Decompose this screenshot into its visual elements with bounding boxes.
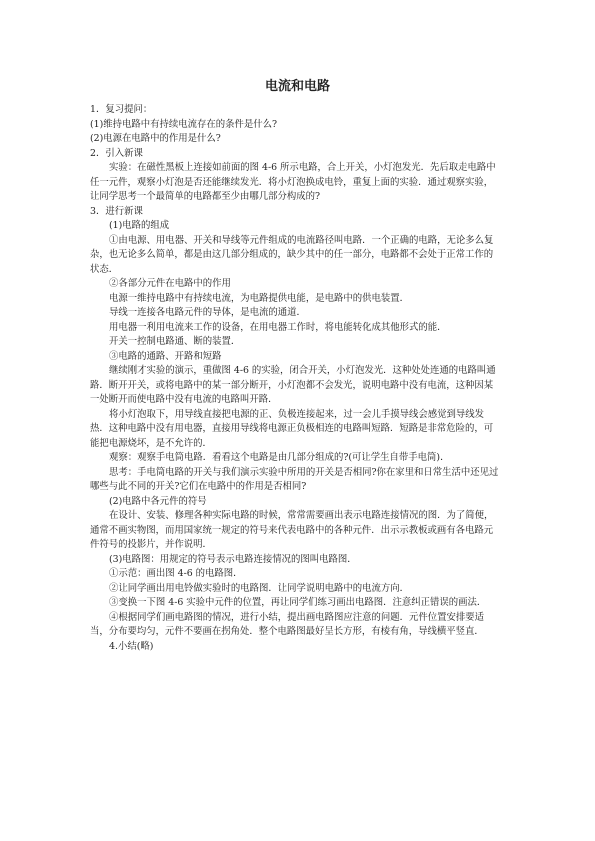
diagram-step-3: ③变换一下图 4-6 实验中元件的位置，再让同学们练习画出电路图．注意纠正错误的画法． (109, 597, 487, 608)
diagram-step-1: ①示范：画出图 4-6 的电路图． (109, 568, 243, 579)
role-switch: 开关一控制电路通、断的装置． (109, 336, 241, 347)
role-appliance: 用电器一利用电流来工作的设备，在用电器工作时，将电能转化成其他形式的能． (109, 321, 447, 333)
diagram-step-4: ④根据同学们画电路图的情况，进行小结，提出画电路图应注意的问题．元件位置安排要适当，分布要均匀，元件不要画在拐角处．整个电路图最好呈长方形，有棱有角，导线横平竖直． (90, 611, 485, 637)
symbols-paragraph: 在设计、安装、修理各种实际电路的时候，常常需要画出表示电路连接情况的图．为了简便，通常不画实物图，而用国家统一规定的符号来代表电路中的各种元件．出示示教板或画有各电路元件符号的投影片，并作说明． (90, 510, 494, 550)
document-title: 电流和电路 (264, 79, 330, 94)
thinking-paragraph: 思考：手电筒电路的开关与我们演示实验中所用的开关是否相同?你在家里和日常生活中还见过哪些与此不同的开关?它们在电路中的作用是否相同? (90, 466, 499, 492)
section-heading-summary: 4.小结(略) (109, 640, 154, 652)
section-heading-review: 1．复习提问： (90, 104, 153, 115)
intro-experiment-paragraph: 实验：在磁性黑板上连接如前面的图 4-6 所示电路，合上开关，小灯泡发光．先后取走电路中任一元件，观察小灯泡是否还能继续发光．将小灯泡换成电铃，重复上面的实验．通过观察实验，让同学思考一个最简单的电路都至少由哪几部分构成的? (90, 162, 496, 202)
short-circuit-paragraph: 将小灯泡取下，用导线直接把电源的正、负极连接起来，过一会儿手摸导线会感觉到导线发热．这种电路中没有用电器，直接用导线将电源正负极相连的电路叫短路．短路是非常危险的，可能把电源烧坏，是不允许的． (90, 408, 494, 449)
question-1: (1)维持电路中有持续电流存在的条件是什么? (90, 118, 278, 130)
role-wire: 导线一连接各电路元件的导体，是电流的通道． (109, 307, 306, 318)
subheading-component-symbols: (2)电路中各元件的符号 (109, 495, 207, 507)
subheading-circuit-diagram: (3)电路图：用规定的符号表示电路连接情况的图叫电路图． (109, 553, 357, 565)
document-body (90, 103, 502, 654)
role-power-source: 电源一维持电路中有持续电流，为电路提供电能，是电路中的供电装置． (109, 292, 410, 304)
diagram-step-2: ②让同学画出用电铃做实验时的电路图．让同学说明电路中的电流方向． (109, 582, 410, 594)
subheading-circuit-composition: (1)电路的组成 (109, 220, 170, 231)
question-2: (2)电源在电路中的作用是什么? (90, 133, 221, 144)
observation-paragraph: 观察：观察手电筒电路．看看这个电路是由几部分组成的?(可让学生自带手电筒)． (109, 452, 450, 463)
section-heading-intro: 2．引入新课 (90, 147, 143, 159)
closed-open-circuit-paragraph: 继续刚才实验的演示，重做图 4-6 的实验，闭合开关，小灯泡发光．这种处处连通的电路叫通路．断开开关，或将电路中的某一部分断开，小灯泡都不会发光，说明电路中没有电流，这种因某一处断开而使电路中没有电流的电路叫开路． (90, 365, 496, 405)
composition-paragraph: ①由电源、用电器、开关和导线等元件组成的电流路径叫电路．一个正确的电路，无论多么复杂，也无论多么简单，都是由这几部分组成的，缺少其中的任一部分，电路都不会处于正常工作的状态． (90, 234, 494, 275)
subheading-circuit-states: ③电路的通路、开路和短路 (109, 350, 222, 362)
subheading-component-roles: ②各部分元件在电路中的作用 (109, 278, 231, 289)
section-heading-new-lesson: 3．进行新课 (90, 205, 143, 217)
